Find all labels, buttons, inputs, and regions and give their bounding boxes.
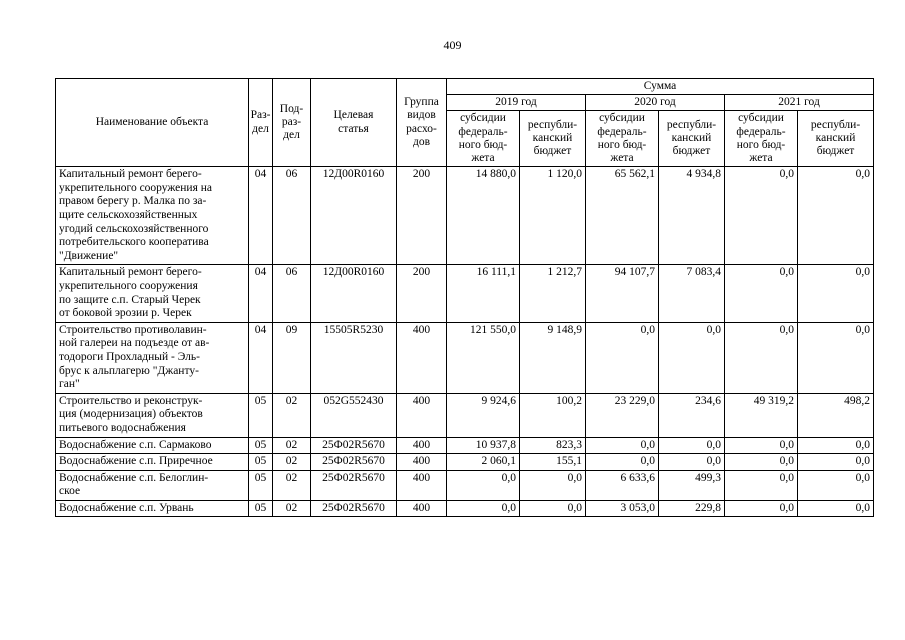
- republic-2019-cell: 0,0: [520, 500, 586, 517]
- republic-2020-cell: 499,3: [659, 470, 725, 500]
- section-cell: 05: [249, 454, 273, 471]
- subsidy-2020-cell: 0,0: [586, 437, 659, 454]
- subsidy-2021-cell: 0,0: [725, 500, 798, 517]
- header-subsidy-2020: субсидии федераль- ного бюд- жета: [586, 111, 659, 167]
- republic-2020-cell: 7 083,4: [659, 265, 725, 322]
- table-body: [56, 167, 874, 517]
- subsection-cell: 06: [273, 265, 311, 322]
- subsidy-2019-cell: 14 880,0: [447, 167, 520, 265]
- expense-group-cell: 200: [397, 167, 447, 265]
- subsidy-2021-cell: 0,0: [725, 437, 798, 454]
- object-name-cell: Водоснабжение с.п. Приречное: [56, 454, 249, 471]
- header-target-article: Целевая статья: [311, 79, 397, 167]
- republic-2021-cell: 498,2: [798, 393, 874, 437]
- table-row: [56, 500, 874, 517]
- object-name-cell: Строительство противолавин- ной галереи на подъезде от ав- тодороги Прохладный - Эль- брус к альплагерю "Джанту- ган": [56, 322, 249, 393]
- republic-2020-cell: 0,0: [659, 454, 725, 471]
- header-expense-group: Группа видов расхо- дов: [397, 79, 447, 167]
- subsection-cell: 02: [273, 437, 311, 454]
- subsidy-2019-cell: 16 111,1: [447, 265, 520, 322]
- republic-2020-cell: 0,0: [659, 322, 725, 393]
- republic-2021-cell: 0,0: [798, 500, 874, 517]
- object-name-cell: Капитальный ремонт берего- укрепительного сооружения на правом берегу р. Малка по за- щите сельскохозяйственных угодий сельскохозяйственного потребительского кооператива "Движение": [56, 167, 249, 265]
- table-row: [56, 322, 874, 393]
- subsidy-2019-cell: 2 060,1: [447, 454, 520, 471]
- table-row: [56, 454, 874, 471]
- table-row: [56, 437, 874, 454]
- section-cell: 05: [249, 470, 273, 500]
- header-section: Раз- дел: [249, 79, 273, 167]
- republic-2019-cell: 100,2: [520, 393, 586, 437]
- republic-2019-cell: 155,1: [520, 454, 586, 471]
- republic-2020-cell: 229,8: [659, 500, 725, 517]
- section-cell: 05: [249, 393, 273, 437]
- table-header: [56, 79, 874, 167]
- subsidy-2021-cell: 49 319,2: [725, 393, 798, 437]
- republic-2019-cell: 9 148,9: [520, 322, 586, 393]
- header-year-2020: 2020 год: [586, 95, 725, 111]
- header-object-name: Наименование объекта: [56, 79, 249, 167]
- subsidy-2021-cell: 0,0: [725, 470, 798, 500]
- table-row: [56, 265, 874, 322]
- subsidy-2020-cell: 3 053,0: [586, 500, 659, 517]
- expense-group-cell: 400: [397, 322, 447, 393]
- header-republic-2020: республи- канский бюджет: [659, 111, 725, 167]
- republic-2020-cell: 4 934,8: [659, 167, 725, 265]
- target-article-cell: 12Д00R0160: [311, 265, 397, 322]
- header-republic-2021: республи- канский бюджет: [798, 111, 874, 167]
- subsection-cell: 02: [273, 454, 311, 471]
- target-article-cell: 12Д00R0160: [311, 167, 397, 265]
- target-article-cell: 25Ф02R5670: [311, 437, 397, 454]
- expense-group-cell: 400: [397, 393, 447, 437]
- expense-group-cell: 200: [397, 265, 447, 322]
- object-name-cell: Капитальный ремонт берего- укрепительного сооружения по защите с.п. Старый Черек от боковой эрозии р. Черек: [56, 265, 249, 322]
- republic-2021-cell: 0,0: [798, 322, 874, 393]
- target-article-cell: 25Ф02R5670: [311, 500, 397, 517]
- subsidy-2020-cell: 94 107,7: [586, 265, 659, 322]
- republic-2019-cell: 0,0: [520, 470, 586, 500]
- target-article-cell: 25Ф02R5670: [311, 470, 397, 500]
- header-year-2019: 2019 год: [447, 95, 586, 111]
- object-name-cell: Водоснабжение с.п. Урвань: [56, 500, 249, 517]
- republic-2021-cell: 0,0: [798, 167, 874, 265]
- subsidy-2020-cell: 23 229,0: [586, 393, 659, 437]
- header-republic-2019: республи- канский бюджет: [520, 111, 586, 167]
- expense-group-cell: 400: [397, 500, 447, 517]
- subsidy-2021-cell: 0,0: [725, 454, 798, 471]
- expense-group-cell: 400: [397, 470, 447, 500]
- section-cell: 05: [249, 500, 273, 517]
- republic-2021-cell: 0,0: [798, 470, 874, 500]
- header-year-2021: 2021 год: [725, 95, 874, 111]
- republic-2019-cell: 1 120,0: [520, 167, 586, 265]
- object-name-cell: Водоснабжение с.п. Белоглин- ское: [56, 470, 249, 500]
- header-sum: Сумма: [447, 79, 874, 95]
- target-article-cell: 052G552430: [311, 393, 397, 437]
- expense-group-cell: 400: [397, 437, 447, 454]
- republic-2019-cell: 1 212,7: [520, 265, 586, 322]
- expense-group-cell: 400: [397, 454, 447, 471]
- section-cell: 04: [249, 322, 273, 393]
- table-row: [56, 393, 874, 437]
- republic-2021-cell: 0,0: [798, 437, 874, 454]
- subsidy-2021-cell: 0,0: [725, 265, 798, 322]
- subsidy-2019-cell: 0,0: [447, 470, 520, 500]
- subsidy-2021-cell: 0,0: [725, 167, 798, 265]
- header-subsidy-2021: субсидии федераль- ного бюд- жета: [725, 111, 798, 167]
- subsidy-2020-cell: 0,0: [586, 454, 659, 471]
- subsection-cell: 02: [273, 470, 311, 500]
- republic-2021-cell: 0,0: [798, 265, 874, 322]
- target-article-cell: 25Ф02R5670: [311, 454, 397, 471]
- subsidy-2021-cell: 0,0: [725, 322, 798, 393]
- subsidy-2020-cell: 6 633,6: [586, 470, 659, 500]
- header-subsection: Под- раз- дел: [273, 79, 311, 167]
- page-number: 409: [443, 38, 462, 52]
- subsection-cell: 02: [273, 393, 311, 437]
- table-row: [56, 470, 874, 500]
- subsidy-2019-cell: 121 550,0: [447, 322, 520, 393]
- subsidy-2020-cell: 0,0: [586, 322, 659, 393]
- object-name-cell: Водоснабжение с.п. Сармаково: [56, 437, 249, 454]
- table-row: [56, 167, 874, 265]
- header-subsidy-2019: субсидии федераль- ного бюд- жета: [447, 111, 520, 167]
- subsection-cell: 06: [273, 167, 311, 265]
- republic-2020-cell: 0,0: [659, 437, 725, 454]
- subsidy-2019-cell: 10 937,8: [447, 437, 520, 454]
- subsidy-2019-cell: 0,0: [447, 500, 520, 517]
- subsidy-2020-cell: 65 562,1: [586, 167, 659, 265]
- section-cell: 04: [249, 167, 273, 265]
- subsidy-2019-cell: 9 924,6: [447, 393, 520, 437]
- budget-table: [55, 78, 874, 517]
- republic-2021-cell: 0,0: [798, 454, 874, 471]
- republic-2019-cell: 823,3: [520, 437, 586, 454]
- republic-2020-cell: 234,6: [659, 393, 725, 437]
- subsection-cell: 02: [273, 500, 311, 517]
- subsection-cell: 09: [273, 322, 311, 393]
- section-cell: 04: [249, 265, 273, 322]
- target-article-cell: 15505R5230: [311, 322, 397, 393]
- object-name-cell: Строительство и реконструк- ция (модернизация) объектов питьевого водоснабжения: [56, 393, 249, 437]
- section-cell: 05: [249, 437, 273, 454]
